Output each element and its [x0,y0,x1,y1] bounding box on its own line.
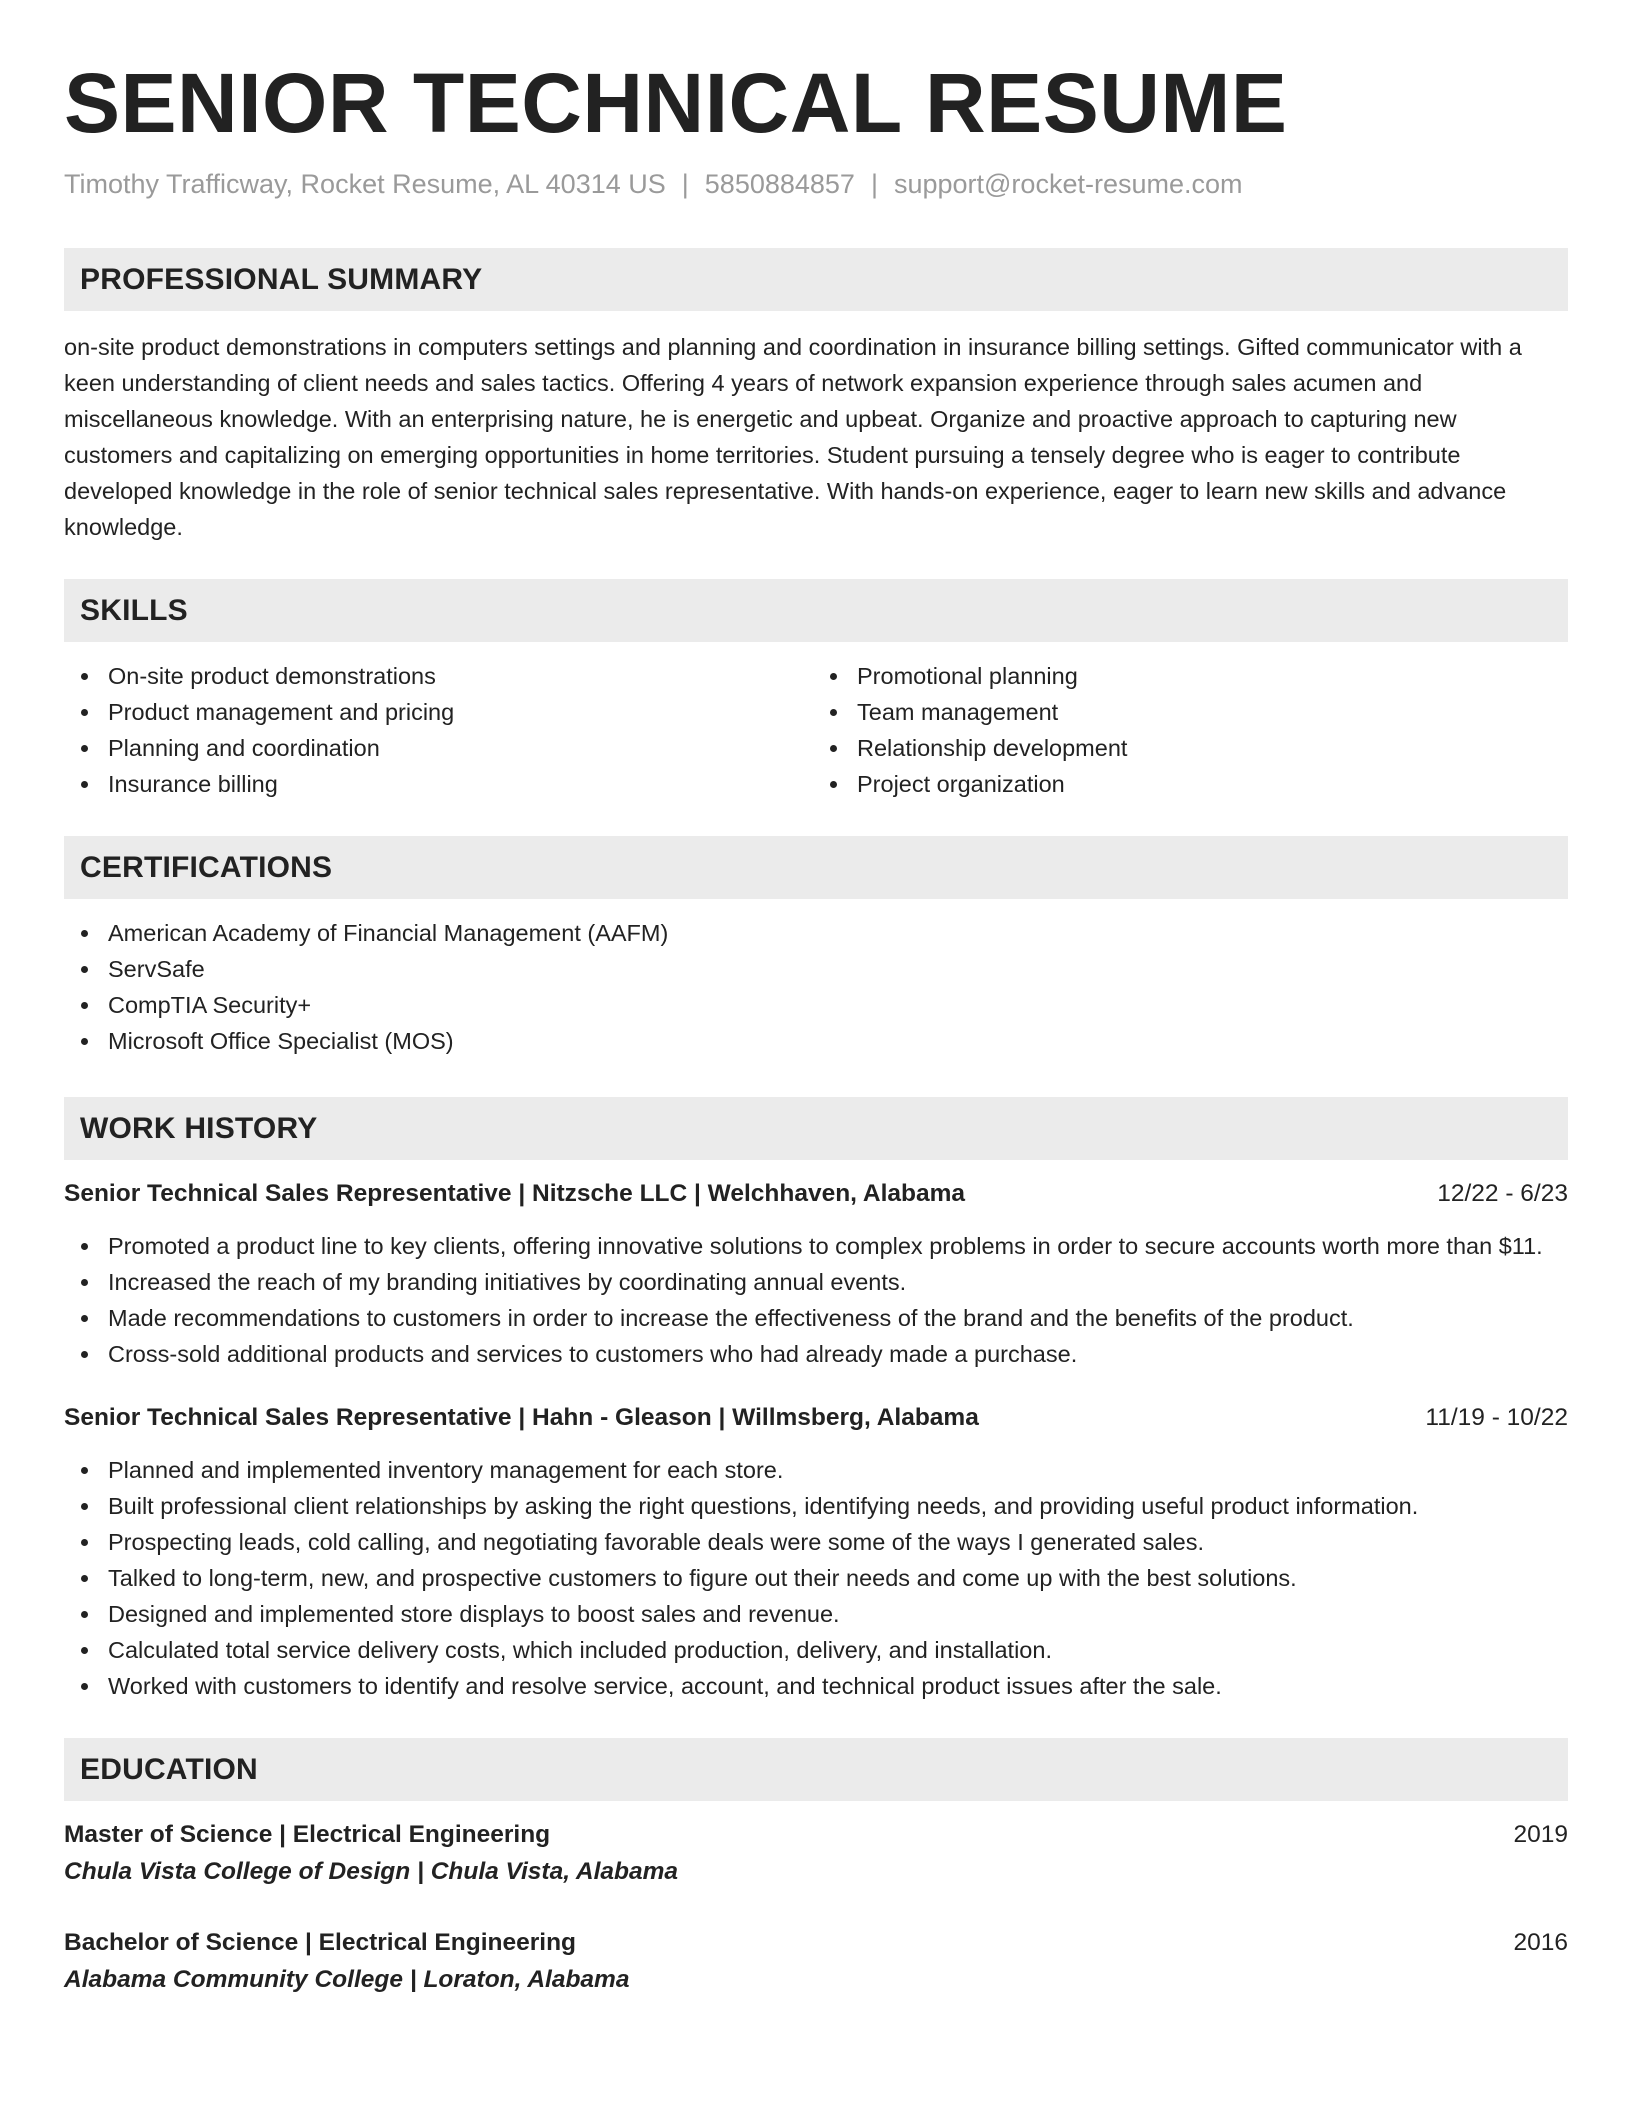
education-entry [64,1817,1568,1891]
job-header [64,1176,1568,1212]
education-degree: Bachelor of Science | Electrical Engineering [64,1929,576,1957]
job-bullet: Worked with customers to identify and resolve service, account, and technical product issues after the sale. [64,1668,1568,1704]
summary-text: on-site product demonstrations in computers settings and planning and coordination in insurance billing settings. Gifted communicator with a keen understanding of client needs and sales tactics. Offering 4 years of network expansion experience through sales acumen and miscellaneous knowledge. With an enterprising nature, he is energetic and upbeat. Organize and proactive approach to capturing new customers and capitalizing on emerging opportunities in home territories. Student pursuing a tensely degree who is eager to contribute developed knowledge in the role of senior technical sales representative. With hands-on experience, eager to learn new skills and advance knowledge. [64,334,1522,541]
certifications-list [64,915,1568,1059]
job-bullets [64,1452,1568,1704]
skill-item: Relationship development [813,730,1565,766]
skill-item: Planning and coordination [64,730,816,766]
certification-item: ServSafe [64,951,1568,987]
education-header [64,1817,1568,1853]
job-entry [64,1400,1568,1704]
job-title: Senior Technical Sales Representative | Nitzsche LLC | Welchhaven, Alabama [64,1180,966,1208]
skills-column-left [64,658,816,802]
summary-heading: PROFESSIONAL SUMMARY [64,248,1568,311]
contact-email: support@rocket-resume.com [893,169,1243,200]
job-bullet: Increased the reach of my branding initiatives by coordinating annual events. [64,1264,1568,1300]
education-year: 2016 [1513,1929,1568,1957]
job-bullet: Talked to long-term, new, and prospective customers to figure out their needs and come up with the best solutions. [64,1560,1568,1596]
contact-separator: | [681,169,689,200]
education-year: 2019 [1513,1821,1568,1849]
job-bullet: Built professional client relationships by asking the right questions, identifying needs, and providing useful product information. [64,1488,1568,1524]
job-bullet: Cross-sold additional products and services to customers who had already made a purchase. [64,1336,1568,1372]
job-bullet: Designed and implemented store displays to boost sales and revenue. [64,1596,1568,1632]
job-bullets [64,1228,1568,1372]
contact-phone: 5850884857 [704,169,855,200]
job-dates: 11/19 - 10/22 [1425,1404,1568,1432]
certification-item: Microsoft Office Specialist (MOS) [64,1023,1568,1059]
certification-item: American Academy of Financial Management (AAFM) [64,915,1568,951]
skill-item: On-site product demonstrations [64,658,816,694]
job-bullet: Promoted a product line to key clients, offering innovative solutions to complex problems in order to secure accounts worth more than $11. [64,1228,1568,1264]
education-school: Alabama Community College | Loraton, Alabama [64,1966,630,1994]
job-entry [64,1176,1568,1372]
education-header [64,1925,1568,1961]
education-heading: EDUCATION [64,1738,1568,1801]
skill-item: Project organization [813,766,1565,802]
job-bullet: Made recommendations to customers in order to increase the effectiveness of the brand and the benefits of the product. [64,1300,1568,1336]
contact-address: Timothy Trafficway, Rocket Resume, AL 40314 US [64,169,666,200]
contact-separator: | [870,169,878,200]
contact-line [64,168,1568,200]
education-school: Chula Vista College of Design | Chula Vista, Alabama [64,1858,679,1886]
skills-column-right [813,658,1565,802]
skill-item: Insurance billing [64,766,816,802]
skill-item: Team management [813,694,1565,730]
skill-item: Product management and pricing [64,694,816,730]
certifications-heading: CERTIFICATIONS [64,836,1568,899]
education-degree: Master of Science | Electrical Engineering [64,1821,551,1849]
skills-list [64,658,1568,802]
job-header [64,1400,1568,1436]
skills-heading: SKILLS [64,579,1568,642]
job-title: Senior Technical Sales Representative | Hahn - Gleason | Willmsberg, Alabama [64,1404,979,1432]
job-dates: 12/22 - 6/23 [1437,1180,1568,1208]
job-bullet: Prospecting leads, cold calling, and negotiating favorable deals were some of the ways I generated sales. [64,1524,1568,1560]
skill-item: Promotional planning [813,658,1565,694]
education-entry [64,1925,1568,1999]
job-bullet: Calculated total service delivery costs, which included production, delivery, and installation. [64,1632,1568,1668]
certification-item: CompTIA Security+ [64,987,1568,1023]
job-bullet: Planned and implemented inventory management for each store. [64,1452,1568,1488]
work-history-heading: WORK HISTORY [64,1097,1568,1160]
resume-title: SENIOR TECHNICAL RESUME [64,56,1288,150]
